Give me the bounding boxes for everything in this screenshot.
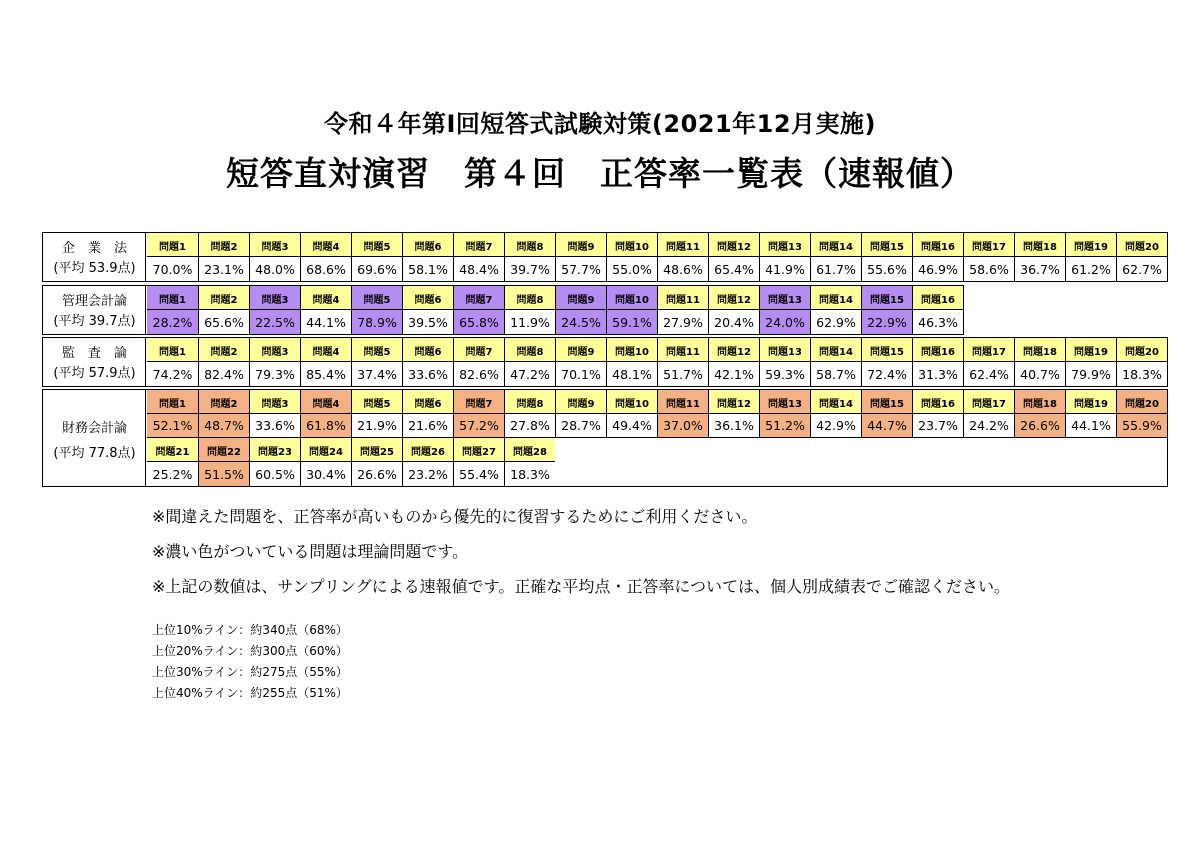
accuracy-value: 49.4% xyxy=(606,414,657,438)
accuracy-value: 74.2% xyxy=(152,366,193,382)
subject-table xyxy=(42,232,1168,282)
accuracy-value: 18.3% xyxy=(1116,362,1167,386)
question-header-row xyxy=(147,438,1167,462)
question-header: 問題10 xyxy=(606,286,657,310)
question-header: 問題3 xyxy=(249,233,300,257)
question-header: 問題24 xyxy=(300,438,351,462)
question-header: 問題20 xyxy=(1116,390,1167,414)
accuracy-value: 23.7% xyxy=(912,414,963,438)
accuracy-value: 11.9% xyxy=(504,310,555,334)
accuracy-value: 39.7% xyxy=(504,257,555,281)
accuracy-value: 44.1% xyxy=(300,310,351,334)
question-header: 問題7 xyxy=(453,286,504,310)
accuracy-value: 24.2% xyxy=(963,414,1014,438)
accuracy-value: 51.5% xyxy=(198,462,249,486)
subject-table xyxy=(42,285,964,335)
question-header: 問題8 xyxy=(504,286,555,310)
question-header: 問題9 xyxy=(555,390,606,414)
accuracy-value: 48.4% xyxy=(453,257,504,281)
question-header: 問題11 xyxy=(657,338,708,362)
accuracy-value: 48.0% xyxy=(249,257,300,281)
accuracy-value: 70.1% xyxy=(555,362,606,386)
accuracy-value: 26.6% xyxy=(351,462,402,486)
score-line: 上位30%ライン：約275点（55%） xyxy=(152,665,348,679)
question-header: 問題9 xyxy=(555,338,606,362)
question-header-row xyxy=(147,338,1167,362)
question-header: 問題1 xyxy=(147,338,198,362)
accuracy-value: 24.0% xyxy=(759,310,810,334)
accuracy-value: 37.4% xyxy=(351,362,402,386)
accuracy-value: 55.9% xyxy=(1116,414,1167,438)
accuracy-value: 27.8% xyxy=(504,414,555,438)
question-header: 問題14 xyxy=(810,233,861,257)
question-header: 問題13 xyxy=(759,390,810,414)
accuracy-value: 69.6% xyxy=(351,257,402,281)
accuracy-value: 62.9% xyxy=(810,310,861,334)
accuracy-value: 41.9% xyxy=(759,257,810,281)
subject-label xyxy=(43,233,146,281)
accuracy-value: 42.1% xyxy=(708,362,759,386)
accuracy-value: 37.0% xyxy=(657,414,708,438)
accuracy-value: 55.0% xyxy=(606,257,657,281)
accuracy-value: 23.2% xyxy=(402,462,453,486)
score-line: 上位20%ライン：約300点（60%） xyxy=(152,644,348,658)
question-header: 問題26 xyxy=(402,438,453,462)
question-header: 問題8 xyxy=(504,233,555,257)
accuracy-value: 46.9% xyxy=(912,257,963,281)
accuracy-value: 46.3% xyxy=(912,310,963,334)
accuracy-value: 39.5% xyxy=(402,310,453,334)
accuracy-value: 72.4% xyxy=(861,362,912,386)
question-header: 問題4 xyxy=(300,390,351,414)
question-header: 問題15 xyxy=(861,338,912,362)
question-header: 問題13 xyxy=(759,338,810,362)
accuracy-value: 20.4% xyxy=(708,310,759,334)
question-header: 問題13 xyxy=(759,286,810,310)
question-header: 問題5 xyxy=(351,286,402,310)
score-line: 上位10%ライン：約340点（68%） xyxy=(152,623,348,637)
question-header: 問題11 xyxy=(657,390,708,414)
subject-average: (平均 77.8点) xyxy=(53,445,136,461)
question-header: 問題19 xyxy=(1065,390,1116,414)
question-header: 問題3 xyxy=(249,338,300,362)
accuracy-value: 59.3% xyxy=(759,362,810,386)
question-header: 問題20 xyxy=(1116,338,1167,362)
accuracy-value: 52.1% xyxy=(147,414,198,438)
question-header: 問題16 xyxy=(912,338,963,362)
question-header: 問題16 xyxy=(912,233,963,257)
question-header: 問題6 xyxy=(402,233,453,257)
subject-average: (平均 53.9点) xyxy=(53,260,136,276)
question-header: 問題12 xyxy=(708,338,759,362)
note-line: ※間違えた問題を、正答率が高いものから優先的に復習するためにご利用ください。 xyxy=(152,507,758,526)
question-header-row xyxy=(147,286,963,310)
subject-name: 財務会計論 xyxy=(61,420,127,436)
accuracy-value: 47.2% xyxy=(504,362,555,386)
accuracy-value: 57.2% xyxy=(453,414,504,438)
accuracy-value: 58.6% xyxy=(963,257,1014,281)
accuracy-value: 48.1% xyxy=(606,362,657,386)
accuracy-value: 85.4% xyxy=(300,362,351,386)
accuracy-value: 51.2% xyxy=(759,414,810,438)
question-header: 問題18 xyxy=(1014,233,1065,257)
question-header: 問題18 xyxy=(1014,338,1065,362)
question-header: 問題5 xyxy=(351,390,402,414)
question-header: 問題10 xyxy=(606,390,657,414)
question-header: 問題16 xyxy=(912,390,963,414)
question-header: 問題11 xyxy=(657,286,708,310)
accuracy-value: 68.6% xyxy=(300,257,351,281)
question-header: 問題6 xyxy=(402,390,453,414)
accuracy-row xyxy=(147,310,963,334)
question-header: 問題15 xyxy=(861,390,912,414)
question-header: 問題9 xyxy=(555,233,606,257)
accuracy-value: 36.1% xyxy=(708,414,759,438)
question-header: 問題10 xyxy=(606,338,657,362)
question-header: 問題12 xyxy=(708,390,759,414)
subject-label xyxy=(43,286,146,334)
question-header-row xyxy=(147,233,1167,257)
question-header: 問題5 xyxy=(351,233,402,257)
accuracy-value: 62.7% xyxy=(1116,257,1167,281)
accuracy-value: 55.4% xyxy=(453,462,504,486)
score-line: 上位40%ライン：約255点（51%） xyxy=(152,686,348,700)
note-line: ※濃い色がついている問題は理論問題です。 xyxy=(152,542,469,561)
question-header: 問題4 xyxy=(300,338,351,362)
accuracy-value: 82.4% xyxy=(198,362,249,386)
accuracy-value: 60.5% xyxy=(249,462,300,486)
accuracy-value: 70.0% xyxy=(152,261,193,277)
accuracy-value: 79.9% xyxy=(1065,362,1116,386)
question-header: 問題2 xyxy=(198,233,249,257)
question-header: 問題10 xyxy=(606,233,657,257)
accuracy-value: 51.7% xyxy=(657,362,708,386)
accuracy-value: 27.9% xyxy=(657,310,708,334)
question-header: 問題22 xyxy=(198,438,249,462)
subject-table xyxy=(42,337,1168,387)
accuracy-value: 33.6% xyxy=(402,362,453,386)
question-header: 問題1 xyxy=(147,233,198,257)
question-header: 問題17 xyxy=(963,233,1014,257)
question-header: 問題18 xyxy=(1014,390,1065,414)
question-header: 問題17 xyxy=(963,390,1014,414)
question-header: 問題9 xyxy=(555,286,606,310)
subject-name: 企 業 法 xyxy=(61,240,127,256)
subject-average: (平均 39.7点) xyxy=(53,313,136,329)
question-header: 問題14 xyxy=(810,286,861,310)
accuracy-value: 36.7% xyxy=(1014,257,1065,281)
subject-label xyxy=(43,390,146,486)
subject-table xyxy=(42,389,1168,487)
question-header: 問題6 xyxy=(402,338,453,362)
question-header: 問題23 xyxy=(249,438,300,462)
accuracy-value: 28.7% xyxy=(555,414,606,438)
accuracy-value: 78.9% xyxy=(351,310,402,334)
accuracy-value: 18.3% xyxy=(504,462,555,486)
accuracy-row xyxy=(147,257,1167,281)
accuracy-value: 61.7% xyxy=(810,257,861,281)
subject-name: 管理会計論 xyxy=(61,293,127,309)
accuracy-value: 40.7% xyxy=(1014,362,1065,386)
accuracy-row xyxy=(147,414,1167,438)
question-header: 問題7 xyxy=(453,338,504,362)
accuracy-value: 58.7% xyxy=(810,362,861,386)
question-header: 問題13 xyxy=(759,233,810,257)
question-header: 問題28 xyxy=(504,438,555,462)
question-header: 問題1 xyxy=(147,390,198,414)
accuracy-value: 22.9% xyxy=(861,310,912,334)
question-header: 問題7 xyxy=(453,390,504,414)
question-header: 問題1 xyxy=(147,286,198,310)
question-header: 問題6 xyxy=(402,286,453,310)
question-header: 問題14 xyxy=(810,390,861,414)
accuracy-value: 58.1% xyxy=(402,257,453,281)
accuracy-value: 48.6% xyxy=(657,257,708,281)
accuracy-value: 65.6% xyxy=(198,310,249,334)
subject-label xyxy=(43,338,146,386)
question-header: 問題4 xyxy=(300,233,351,257)
subject-average: (平均 57.9点) xyxy=(53,365,136,381)
accuracy-row xyxy=(147,462,1167,486)
accuracy-value: 44.1% xyxy=(1065,414,1116,438)
accuracy-value: 22.5% xyxy=(249,310,300,334)
page-subtitle: 短答直対演習 第４回 正答率一覧表（速報値） xyxy=(226,154,974,193)
question-header: 問題3 xyxy=(249,390,300,414)
question-header: 問題11 xyxy=(657,233,708,257)
question-header: 問題19 xyxy=(1065,233,1116,257)
question-header: 問題4 xyxy=(300,286,351,310)
accuracy-value: 55.6% xyxy=(861,257,912,281)
question-header: 問題20 xyxy=(1116,233,1167,257)
question-header: 問題3 xyxy=(249,286,300,310)
accuracy-value: 79.3% xyxy=(249,362,300,386)
question-header: 問題2 xyxy=(198,390,249,414)
question-header: 問題8 xyxy=(504,338,555,362)
accuracy-value: 61.2% xyxy=(1065,257,1116,281)
question-header: 問題15 xyxy=(861,286,912,310)
question-header: 問題27 xyxy=(453,438,504,462)
question-header: 問題14 xyxy=(810,338,861,362)
accuracy-value: 42.9% xyxy=(810,414,861,438)
question-header: 問題8 xyxy=(504,390,555,414)
note-line: ※上記の数値は、サンプリングによる速報値です。正確な平均点・正答率については、個人別成績表でご確認ください。 xyxy=(152,577,1011,596)
question-header: 問題17 xyxy=(963,338,1014,362)
accuracy-value: 21.9% xyxy=(351,414,402,438)
accuracy-value: 59.1% xyxy=(606,310,657,334)
question-header: 問題16 xyxy=(912,286,963,310)
accuracy-value: 44.7% xyxy=(861,414,912,438)
accuracy-value: 65.8% xyxy=(453,310,504,334)
accuracy-value: 31.3% xyxy=(912,362,963,386)
question-header: 問題19 xyxy=(1065,338,1116,362)
question-header: 問題25 xyxy=(351,438,402,462)
question-header: 問題2 xyxy=(198,286,249,310)
question-header: 問題5 xyxy=(351,338,402,362)
page-title: 令和４年第Ⅰ回短答式試験対策(2021年12月実施) xyxy=(323,110,877,138)
accuracy-value: 26.6% xyxy=(1014,414,1065,438)
question-header-row xyxy=(147,390,1167,414)
question-header: 問題12 xyxy=(708,286,759,310)
accuracy-value: 21.6% xyxy=(402,414,453,438)
accuracy-value: 25.2% xyxy=(152,466,193,482)
question-header: 問題21 xyxy=(147,438,198,462)
accuracy-value: 57.7% xyxy=(555,257,606,281)
accuracy-value: 62.4% xyxy=(963,362,1014,386)
accuracy-value: 24.5% xyxy=(555,310,606,334)
accuracy-value: 23.1% xyxy=(198,257,249,281)
question-header: 問題15 xyxy=(861,233,912,257)
accuracy-value: 30.4% xyxy=(300,462,351,486)
accuracy-value: 33.6% xyxy=(249,414,300,438)
question-header: 問題2 xyxy=(198,338,249,362)
subject-name: 監 査 論 xyxy=(61,345,127,361)
question-header: 問題12 xyxy=(708,233,759,257)
question-header: 問題7 xyxy=(453,233,504,257)
accuracy-row xyxy=(147,362,1167,386)
accuracy-value: 61.8% xyxy=(300,414,351,438)
accuracy-value: 48.7% xyxy=(198,414,249,438)
accuracy-value: 65.4% xyxy=(708,257,759,281)
accuracy-value: 82.6% xyxy=(453,362,504,386)
accuracy-value: 28.2% xyxy=(147,310,198,334)
